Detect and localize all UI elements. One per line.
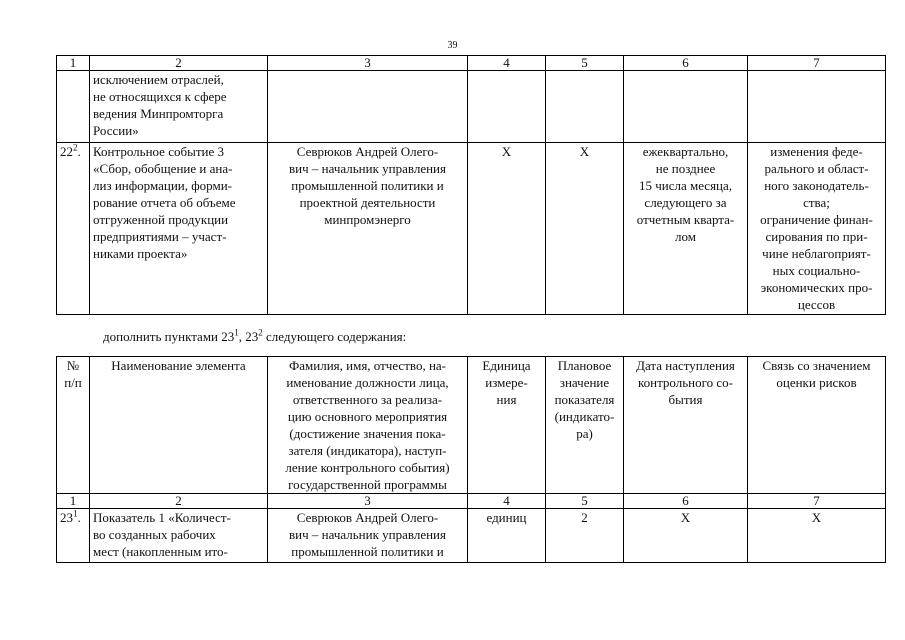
table-row xyxy=(57,509,886,563)
continuation-table xyxy=(56,55,886,315)
unit-cell: единиц xyxy=(468,509,546,563)
header-planned-value: Плановое значение показателя (индикато- ра) xyxy=(546,357,624,494)
header-row xyxy=(57,357,886,494)
planned-value-cell: X xyxy=(546,143,624,315)
column-number: 7 xyxy=(748,56,886,71)
column-number: 6 xyxy=(624,494,748,509)
new-items-table xyxy=(56,356,886,563)
column-number: 4 xyxy=(468,56,546,71)
row-number-cell: $23^1$. xyxy=(57,509,90,563)
column-number: 6 xyxy=(624,56,748,71)
column-number: 5 xyxy=(546,56,624,71)
page-number: 39 xyxy=(447,40,458,51)
risks-cell: изменения феде- рального и област- ного законодатель- ства; ограничение финан- сирования по при- чине неблагоприят- ных социально- экономических про- цессов xyxy=(748,143,886,315)
header-num: № п/п xyxy=(57,357,90,494)
header-risks: Связь со значением оценки рисков xyxy=(748,357,886,494)
column-number: 3 xyxy=(268,494,468,509)
element-name-cell: исключением отраслей, не относящихся к сфере ведения Минпромторга России» xyxy=(90,71,268,143)
column-number-row xyxy=(57,56,886,71)
column-number-row xyxy=(57,494,886,509)
row-number-cell: $22^2$. xyxy=(57,143,90,315)
header-responsible: Фамилия, имя, отчество, на- именование должности лица, ответственного за реализа- цию основного мероприятия (достижение значения пока- зателя (индикатора), наступ- ление контрольного события) государственной программы xyxy=(268,357,468,494)
responsible-cell: Севрюков Андрей Олего- вич – начальник управления промышленной политики и проектной деятельности минпромэнерго xyxy=(268,143,468,315)
column-number: 7 xyxy=(748,494,886,509)
column-number: 2 xyxy=(90,494,268,509)
table-row xyxy=(57,71,886,143)
table-row xyxy=(57,143,886,315)
planned-value-cell: 2 xyxy=(546,509,624,563)
header-unit: Единица измере- ния xyxy=(468,357,546,494)
column-number: 5 xyxy=(546,494,624,509)
column-number: 3 xyxy=(268,56,468,71)
amendment-note: дополнить пунктами $23^1$, $23^2$ следующего содержания: xyxy=(103,327,407,344)
column-number: 4 xyxy=(468,494,546,509)
column-number: 2 xyxy=(90,56,268,71)
column-number: 1 xyxy=(57,494,90,509)
date-cell: X xyxy=(624,509,748,563)
column-number: 1 xyxy=(57,56,90,71)
risks-cell: X xyxy=(748,509,886,563)
header-element-name: Наименование элемента xyxy=(90,357,268,494)
date-cell: ежеквартально, не позднее 15 числа месяца, следующего за отчетным кварта- лом xyxy=(624,143,748,315)
element-name-cell: Контрольное событие 3 «Сбор, обобщение и ана- лиз информации, форми- рование отчета об объеме отгруженной продукции предприятиями – участ- никами проекта» xyxy=(90,143,268,315)
element-name-cell: Показатель 1 «Количест- во созданных рабочих мест (накопленным ито- xyxy=(90,509,268,563)
unit-cell: X xyxy=(468,143,546,315)
responsible-cell: Севрюков Андрей Олего- вич – начальник управления промышленной политики и xyxy=(268,509,468,563)
header-date: Дата наступления контрольного со- бытия xyxy=(624,357,748,494)
